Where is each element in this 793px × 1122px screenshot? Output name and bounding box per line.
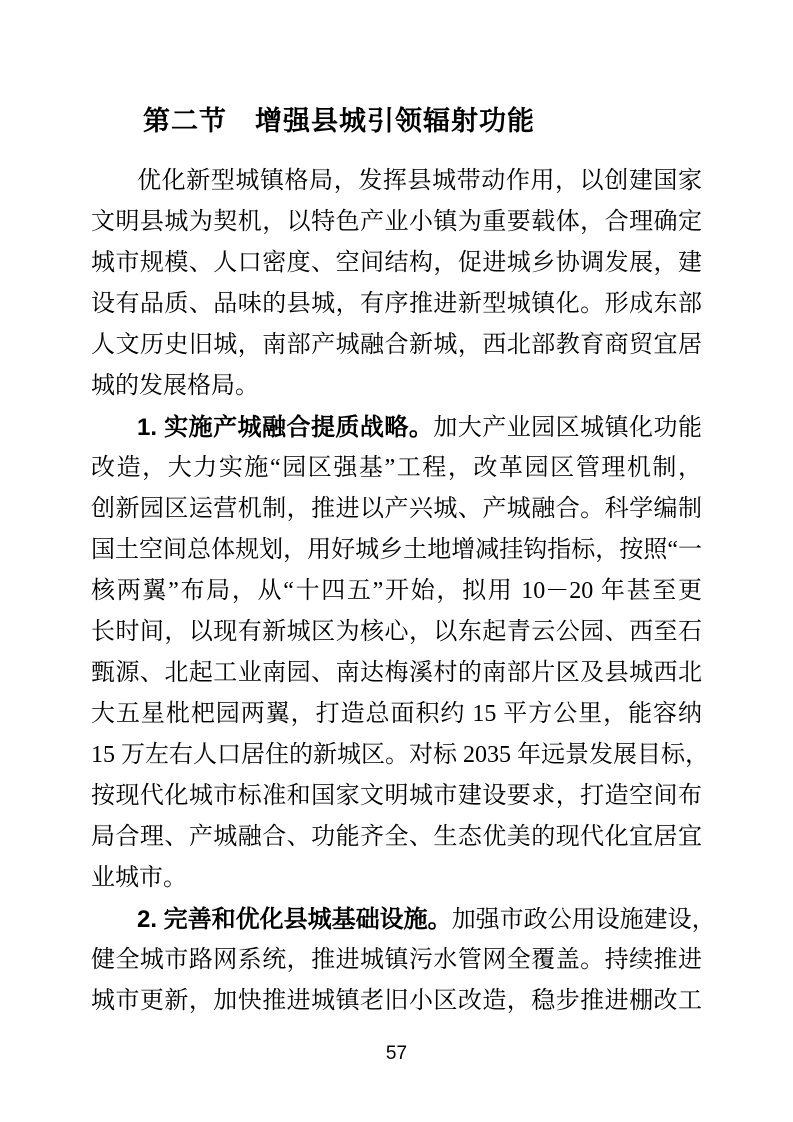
body-text: 城的发展格局。 xyxy=(91,373,259,399)
body-text: 城市更新，加快推进城镇老旧小区改造，稳步推进棚改工 xyxy=(91,988,702,1014)
text-line xyxy=(91,612,702,653)
text-line xyxy=(91,530,702,571)
paragraph xyxy=(91,899,716,1022)
text-line xyxy=(91,899,716,940)
body-text: 长时间，以现有新城区为核心，以东起青云公园、西至石 xyxy=(91,619,702,645)
text-line xyxy=(91,284,702,325)
body-text: 大五星枇杷园两翼，打造总面积约 15 平方公里，能容纳 xyxy=(91,701,702,727)
paragraph xyxy=(91,407,709,899)
text-line xyxy=(91,366,702,407)
bold-lead-text: 1. 实施产城融合提质战略。 xyxy=(137,414,434,441)
text-line xyxy=(91,858,702,899)
body-text: 人文历史旧城，南部产城融合新城，西北部教育商贸宜居 xyxy=(91,332,702,358)
body-text: 加强市政公用设施建设， xyxy=(451,907,716,933)
body-text: 城市规模、人口密度、空间结构，促进城乡协调发展，建 xyxy=(91,250,702,276)
text-line xyxy=(91,243,702,284)
text-line xyxy=(91,817,702,858)
body-text: 国土空间总体规划，用好城乡土地增减挂钩指标，按照“一 xyxy=(91,537,702,563)
text-line xyxy=(91,571,702,612)
text-line xyxy=(91,735,709,776)
body-text: 设有品质、品味的县城，有序推进新型城镇化。形成东部 xyxy=(91,291,702,317)
section-title: 第二节 增强县城引领辐射功能 xyxy=(143,106,535,136)
body-text: 创新园区运营机制，推进以产兴城、产城融合。科学编制 xyxy=(91,496,702,522)
text-line xyxy=(91,776,702,817)
text-line xyxy=(91,202,702,243)
text-line xyxy=(91,407,702,448)
body-text: 按现代化城市标准和国家文明城市建设要求，打造空间布 xyxy=(91,783,702,809)
body-text: 核两翼”布局，从“十四五”开始，拟用 10－20 年甚至更 xyxy=(91,578,702,604)
text-line xyxy=(91,325,702,366)
body-text: 文明县城为契机，以特色产业小镇为重要载体，合理确定 xyxy=(91,209,702,235)
body-text: 业城市。 xyxy=(91,865,187,891)
text-line xyxy=(91,981,702,1022)
paragraph xyxy=(91,161,702,407)
body-text: 局合理、产城融合、功能齐全、生态优美的现代化宜居宜 xyxy=(91,824,702,850)
body-text: 健全城市路网系统，推进城镇污水管网全覆盖。持续推进 xyxy=(91,947,702,973)
text-line xyxy=(91,161,702,202)
bold-lead-text: 2. 完善和优化县城基础设施。 xyxy=(137,906,452,933)
body-text: 加大产业园区城镇化功能 xyxy=(433,415,702,441)
body-text: 改造，大力实施“园区强基”工程，改革园区管理机制， xyxy=(91,455,702,481)
text-line xyxy=(91,448,702,489)
text-line xyxy=(91,653,702,694)
paragraphs-container xyxy=(91,161,716,1022)
body-text: 优化新型城镇格局，发挥县城带动作用，以创建国家 xyxy=(137,168,702,194)
text-line xyxy=(91,940,702,981)
text-line xyxy=(91,694,702,735)
body-text: 15 万左右人口居住的新城区。对标 2035 年远景发展目标， xyxy=(91,742,709,768)
document-body xyxy=(91,102,716,1022)
text-line xyxy=(91,489,702,530)
body-text: 甄源、北起工业南园、南达梅溪村的南部片区及县城西北 xyxy=(91,660,702,686)
page-number: 57 xyxy=(385,1043,408,1064)
